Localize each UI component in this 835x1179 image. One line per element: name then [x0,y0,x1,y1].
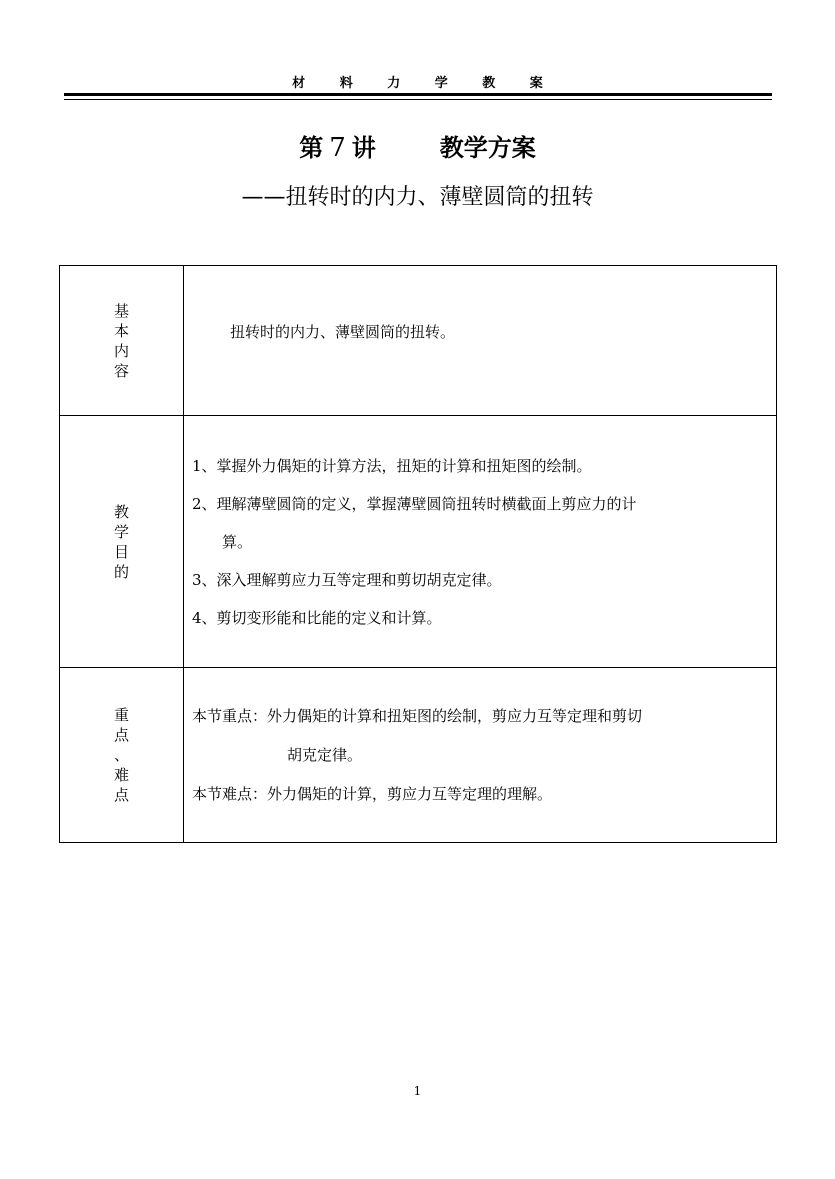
goals-cell [184,416,777,668]
lecture-title [0,128,835,163]
label-char: 的 [113,562,129,581]
label-char: 难 [113,766,129,784]
label-char: 内 [113,341,129,360]
table-row-basic [60,266,777,416]
basic-content-cell: 扭转时的内力、薄壁圆筒的扭转。 [184,257,777,407]
header-rule-thick [64,93,772,96]
table-row-goals [60,416,777,668]
label-char: 学 [113,522,129,541]
difficult-points-line: 本节难点：外力偶矩的计算，剪应力互等定理的理解。 [192,785,553,803]
title-prefix: 第 [299,133,324,162]
label-char: 点 [113,726,129,744]
label-char: 重 [113,706,129,724]
goal-item-2-continued: 算。 [222,532,253,551]
label-char: 教 [113,502,129,521]
lesson-plan-table [59,265,777,843]
key-points-continued: 胡克定律。 [287,746,363,764]
label-char: 容 [113,361,129,380]
label-char: 本 [113,321,129,340]
title-suffix: 讲 [351,133,376,162]
keys-cell [184,668,777,843]
title-name: 教学方案 [439,133,536,162]
title-number: 7 [329,133,346,163]
lecture-subtitle: ——扭转时的内力、薄壁圆筒的扭转 [241,185,594,210]
running-header: 材 料 力 学 教 案 [292,76,558,91]
goal-item-1: 1、掌握外力偶矩的计算方法，扭矩的计算和扭矩图的绘制。 [192,456,592,475]
label-char: 目 [113,542,129,561]
label-key-difficult [60,668,184,843]
goal-item-3: 3、深入理解剪应力互等定理和剪切胡克定律。 [192,570,502,589]
header-rule-thin [64,99,772,100]
label-char: 基 [113,301,129,320]
goal-item-4: 4、剪切变形能和比能的定义和计算。 [192,608,442,627]
key-points-line: 本节重点：外力偶矩的计算和扭矩图的绘制，剪应力互等定理和剪切 [192,707,643,725]
label-char: 点 [113,786,129,804]
table-row-keys [60,668,777,843]
label-char: 、 [113,746,129,764]
page-number: 1 [413,1084,422,1098]
goal-item-2: 2、理解薄壁圆筒的定义，掌握薄壁圆筒扭转时横截面上剪应力的计 [192,494,637,513]
label-teaching-goals [60,416,184,668]
label-basic-content [60,266,184,416]
